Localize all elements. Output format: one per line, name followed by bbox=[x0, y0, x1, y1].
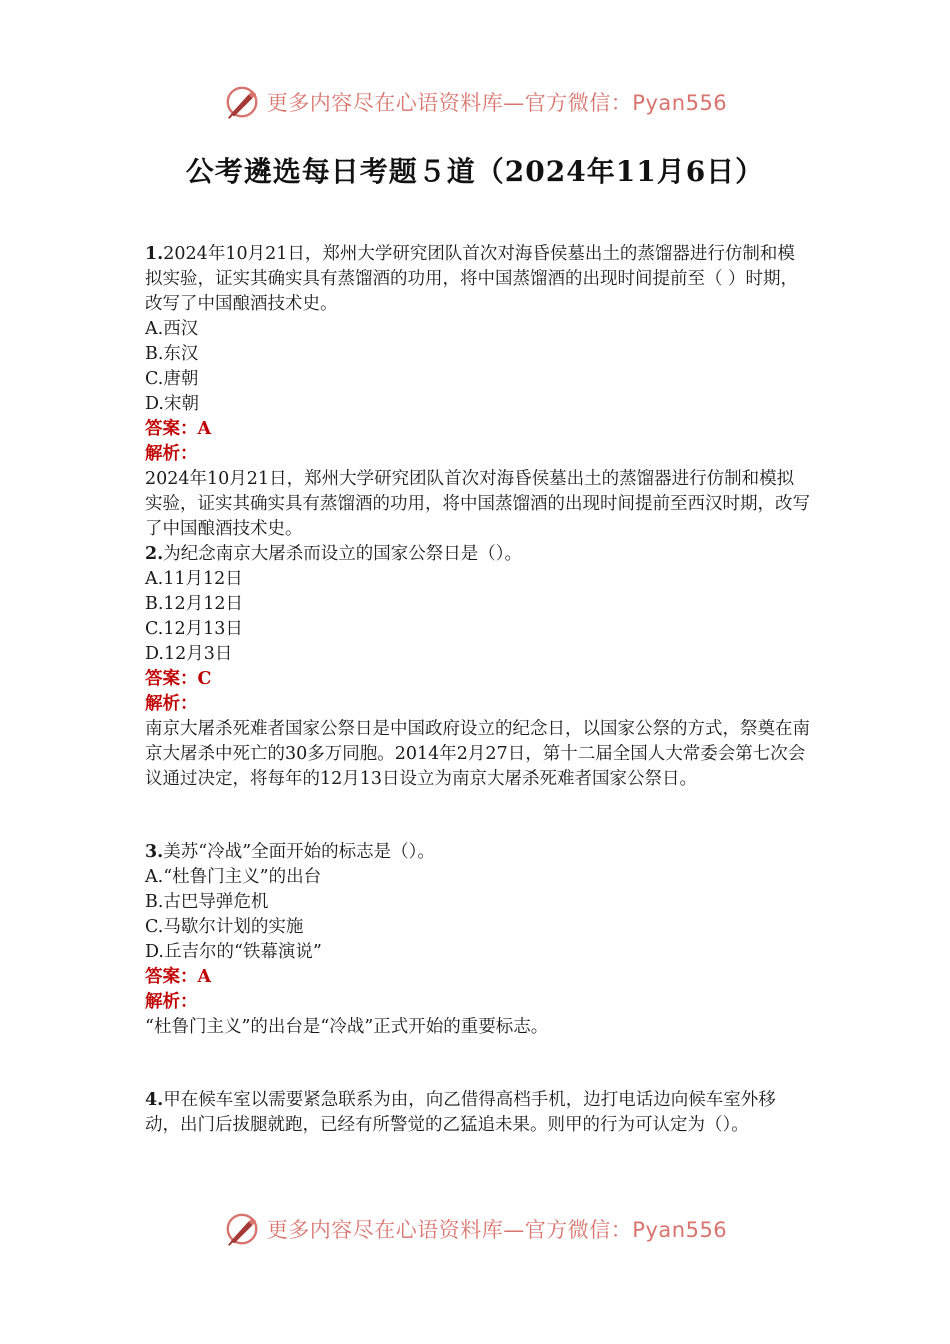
question-2 bbox=[145, 542, 810, 792]
option-c: C.12月13日 bbox=[145, 619, 243, 639]
answer-label: 答案：A bbox=[145, 419, 212, 439]
question-stem: 美苏“冷战”全面开始的标志是（）。 bbox=[163, 842, 435, 862]
section-gap bbox=[145, 1040, 810, 1088]
questions-body bbox=[145, 242, 810, 1138]
option-d: D.宋朝 bbox=[145, 394, 199, 414]
analysis-text: 南京大屠杀死难者国家公祭日是中国政府设立的纪念日，以国家公祭的方式，祭奠在南京大屠杀中死亡的30多万同胞。2014年2月27日，第十二届全国人大常委会第七次会议通过决定，将每年的12月13日设立为南京大屠杀死难者国家公祭日。 bbox=[145, 719, 810, 789]
question-number: 4. bbox=[145, 1090, 164, 1110]
question-3 bbox=[145, 840, 810, 1040]
question-number: 1. bbox=[145, 244, 164, 264]
analysis-text: 2024年10月21日，郑州大学研究团队首次对海昏侯墓出土的蒸馏器进行仿制和模拟实验，证实其确实具有蒸馏酒的功用，将中国蒸馏酒的出现时间提前至西汉时期，改写了中国酿酒技术史。 bbox=[145, 469, 810, 539]
header-banner bbox=[0, 82, 950, 122]
analysis-label: 解析： bbox=[145, 694, 198, 714]
option-b: B.东汉 bbox=[145, 344, 199, 364]
question-number: 3. bbox=[145, 842, 164, 862]
footer-banner bbox=[0, 1209, 950, 1249]
answer-label: 答案：C bbox=[145, 669, 212, 689]
question-stem: 为纪念南京大屠杀而设立的国家公祭日是（）。 bbox=[163, 544, 523, 564]
banner-text: 更多内容尽在心语资料库—官方微信：Pyan556 bbox=[266, 1218, 728, 1242]
option-b: B.古巴导弹危机 bbox=[145, 892, 269, 912]
banner-text: 更多内容尽在心语资料库—官方微信：Pyan556 bbox=[266, 91, 728, 115]
option-a: A.11月12日 bbox=[145, 569, 243, 589]
option-a: A.“杜鲁门主义”的出台 bbox=[145, 867, 322, 887]
section-gap bbox=[145, 792, 810, 840]
option-a: A.西汉 bbox=[145, 319, 199, 339]
option-d: D.12月3日 bbox=[145, 644, 233, 664]
question-stem: 2024年10月21日，郑州大学研究团队首次对海昏侯墓出土的蒸馏器进行仿制和模拟实验，证实其确实具有蒸馏酒的功用，将中国蒸馏酒的出现时间提前至（ ）时期，改写了中国酿酒技术史。 bbox=[145, 244, 799, 314]
option-d: D.丘吉尔的“铁幕演说” bbox=[145, 942, 322, 962]
question-4 bbox=[145, 1088, 810, 1138]
question-stem: 甲在候车室以需要紧急联系为由，向乙借得高档手机，边打电话边向候车室外移动，出门后拔腿就跑，已经有所警觉的乙猛追未果。则甲的行为可认定为（）。 bbox=[145, 1090, 776, 1135]
option-c: C.唐朝 bbox=[145, 369, 199, 389]
question-number: 2. bbox=[145, 544, 164, 564]
question-1 bbox=[145, 242, 810, 542]
option-c: C.马歇尔计划的实施 bbox=[145, 917, 304, 937]
analysis-text: “杜鲁门主义”的出台是“冷战”正式开始的重要标志。 bbox=[145, 1017, 549, 1037]
analysis-label: 解析： bbox=[145, 444, 198, 464]
fountain-pen-logo-icon bbox=[223, 1210, 261, 1248]
analysis-label: 解析： bbox=[145, 992, 198, 1012]
answer-label: 答案：A bbox=[145, 967, 212, 987]
option-b: B.12月12日 bbox=[145, 594, 243, 614]
fountain-pen-logo-icon bbox=[223, 83, 261, 121]
page-title: 公考遴选每日考题５道（2024年11月6日） bbox=[185, 155, 765, 188]
